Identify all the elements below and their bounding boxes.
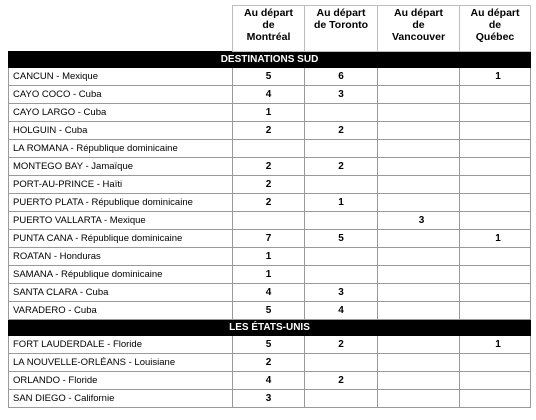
count-cell-toronto: [305, 140, 378, 158]
count-cell-quebec: [460, 302, 531, 320]
count-cell-toronto: 2: [305, 158, 378, 176]
count-cell-toronto: 4: [305, 302, 378, 320]
count-cell-montreal: 4: [233, 86, 305, 104]
table-row: [9, 122, 531, 140]
destination-cell: PUERTO VALLARTA - Mexique: [9, 212, 233, 230]
count-cell-toronto: [305, 104, 378, 122]
count-cell-vancouver: [378, 158, 460, 176]
count-cell-montreal: [233, 212, 305, 230]
header-quebec: Au départ de Québec: [460, 6, 531, 52]
count-cell-montreal: 2: [233, 122, 305, 140]
table-row: [9, 68, 531, 86]
count-cell-vancouver: [378, 140, 460, 158]
count-cell-montreal: 2: [233, 354, 305, 372]
count-cell-montreal: 4: [233, 372, 305, 390]
destination-cell: ORLANDO - Floride: [9, 372, 233, 390]
table-body: [9, 52, 531, 408]
count-cell-montreal: 5: [233, 302, 305, 320]
count-cell-quebec: [460, 158, 531, 176]
count-cell-quebec: [460, 372, 531, 390]
count-cell-toronto: [305, 390, 378, 408]
count-cell-vancouver: [378, 266, 460, 284]
count-cell-quebec: [460, 104, 531, 122]
section-title: DESTINATIONS SUD: [9, 52, 531, 68]
count-cell-quebec: [460, 140, 531, 158]
destination-cell: CAYO LARGO - Cuba: [9, 104, 233, 122]
destination-cell: SANTA CLARA - Cuba: [9, 284, 233, 302]
destination-cell: PUERTO PLATA - République dominicaine: [9, 194, 233, 212]
count-cell-vancouver: [378, 86, 460, 104]
count-cell-quebec: 1: [460, 336, 531, 354]
count-cell-montreal: 1: [233, 104, 305, 122]
count-cell-vancouver: [378, 230, 460, 248]
destination-cell: SAMANA - République dominicaine: [9, 266, 233, 284]
count-cell-vancouver: [378, 122, 460, 140]
count-cell-vancouver: [378, 248, 460, 266]
count-cell-quebec: [460, 122, 531, 140]
destination-cell: LA ROMANA - République dominicaine: [9, 140, 233, 158]
count-cell-vancouver: [378, 390, 460, 408]
destination-cell: ROATAN - Honduras: [9, 248, 233, 266]
count-cell-toronto: 2: [305, 336, 378, 354]
count-cell-quebec: [460, 248, 531, 266]
section-header-row: [9, 320, 531, 336]
count-cell-quebec: [460, 212, 531, 230]
destination-cell: CANCUN - Mexique: [9, 68, 233, 86]
count-cell-quebec: 1: [460, 230, 531, 248]
count-cell-vancouver: [378, 302, 460, 320]
header-row: [9, 6, 531, 52]
section-title: LES ÉTATS-UNIS: [9, 320, 531, 336]
count-cell-toronto: 6: [305, 68, 378, 86]
count-cell-toronto: [305, 176, 378, 194]
table-row: [9, 302, 531, 320]
count-cell-toronto: 3: [305, 284, 378, 302]
destination-cell: CAYO COCO - Cuba: [9, 86, 233, 104]
destination-cell: MONTEGO BAY - Jamaïque: [9, 158, 233, 176]
count-cell-montreal: 1: [233, 266, 305, 284]
count-cell-vancouver: [378, 336, 460, 354]
table-row: [9, 230, 531, 248]
destination-cell: PUNTA CANA - République dominicaine: [9, 230, 233, 248]
table-row: [9, 248, 531, 266]
count-cell-vancouver: [378, 354, 460, 372]
header-vancouver: Au départ de Vancouver: [378, 6, 460, 52]
count-cell-quebec: 1: [460, 68, 531, 86]
table-row: [9, 86, 531, 104]
count-cell-montreal: 3: [233, 390, 305, 408]
count-cell-vancouver: [378, 372, 460, 390]
header-blank-cell: [9, 6, 233, 52]
table-row: [9, 104, 531, 122]
table-row: [9, 140, 531, 158]
count-cell-toronto: 5: [305, 230, 378, 248]
flights-table-container: [8, 5, 531, 408]
count-cell-quebec: [460, 86, 531, 104]
count-cell-vancouver: [378, 176, 460, 194]
count-cell-montreal: 1: [233, 248, 305, 266]
destination-cell: VARADERO - Cuba: [9, 302, 233, 320]
header-toronto: Au départ de Toronto: [305, 6, 378, 52]
table-row: [9, 158, 531, 176]
section-header-row: [9, 52, 531, 68]
count-cell-vancouver: [378, 104, 460, 122]
table-row: [9, 336, 531, 354]
count-cell-toronto: 3: [305, 86, 378, 104]
table-row: [9, 284, 531, 302]
destination-cell: SAN DIEGO - Californie: [9, 390, 233, 408]
table-row: [9, 266, 531, 284]
count-cell-toronto: [305, 354, 378, 372]
destination-cell: FORT LAUDERDALE - Floride: [9, 336, 233, 354]
table-row: [9, 354, 531, 372]
count-cell-toronto: 2: [305, 372, 378, 390]
count-cell-montreal: 7: [233, 230, 305, 248]
count-cell-vancouver: 3: [378, 212, 460, 230]
count-cell-quebec: [460, 354, 531, 372]
count-cell-quebec: [460, 284, 531, 302]
table-row: [9, 390, 531, 408]
destination-cell: LA NOUVELLE-ORLÉANS - Louisiane: [9, 354, 233, 372]
count-cell-vancouver: [378, 194, 460, 212]
count-cell-montreal: 2: [233, 176, 305, 194]
count-cell-montreal: 4: [233, 284, 305, 302]
count-cell-montreal: 2: [233, 158, 305, 176]
table-row: [9, 194, 531, 212]
table-row: [9, 176, 531, 194]
table-row: [9, 212, 531, 230]
count-cell-quebec: [460, 194, 531, 212]
destination-cell: HOLGUIN - Cuba: [9, 122, 233, 140]
count-cell-toronto: [305, 266, 378, 284]
header-montreal: Au départ de Montréal: [233, 6, 305, 52]
count-cell-vancouver: [378, 68, 460, 86]
count-cell-toronto: 1: [305, 194, 378, 212]
destination-cell: PORT-AU-PRINCE - Haïti: [9, 176, 233, 194]
count-cell-toronto: [305, 212, 378, 230]
count-cell-montreal: [233, 140, 305, 158]
table-row: [9, 372, 531, 390]
count-cell-quebec: [460, 390, 531, 408]
count-cell-quebec: [460, 176, 531, 194]
count-cell-vancouver: [378, 284, 460, 302]
count-cell-quebec: [460, 266, 531, 284]
count-cell-montreal: 2: [233, 194, 305, 212]
count-cell-montreal: 5: [233, 336, 305, 354]
count-cell-toronto: 2: [305, 122, 378, 140]
count-cell-toronto: [305, 248, 378, 266]
departures-table: [8, 5, 531, 408]
count-cell-montreal: 5: [233, 68, 305, 86]
